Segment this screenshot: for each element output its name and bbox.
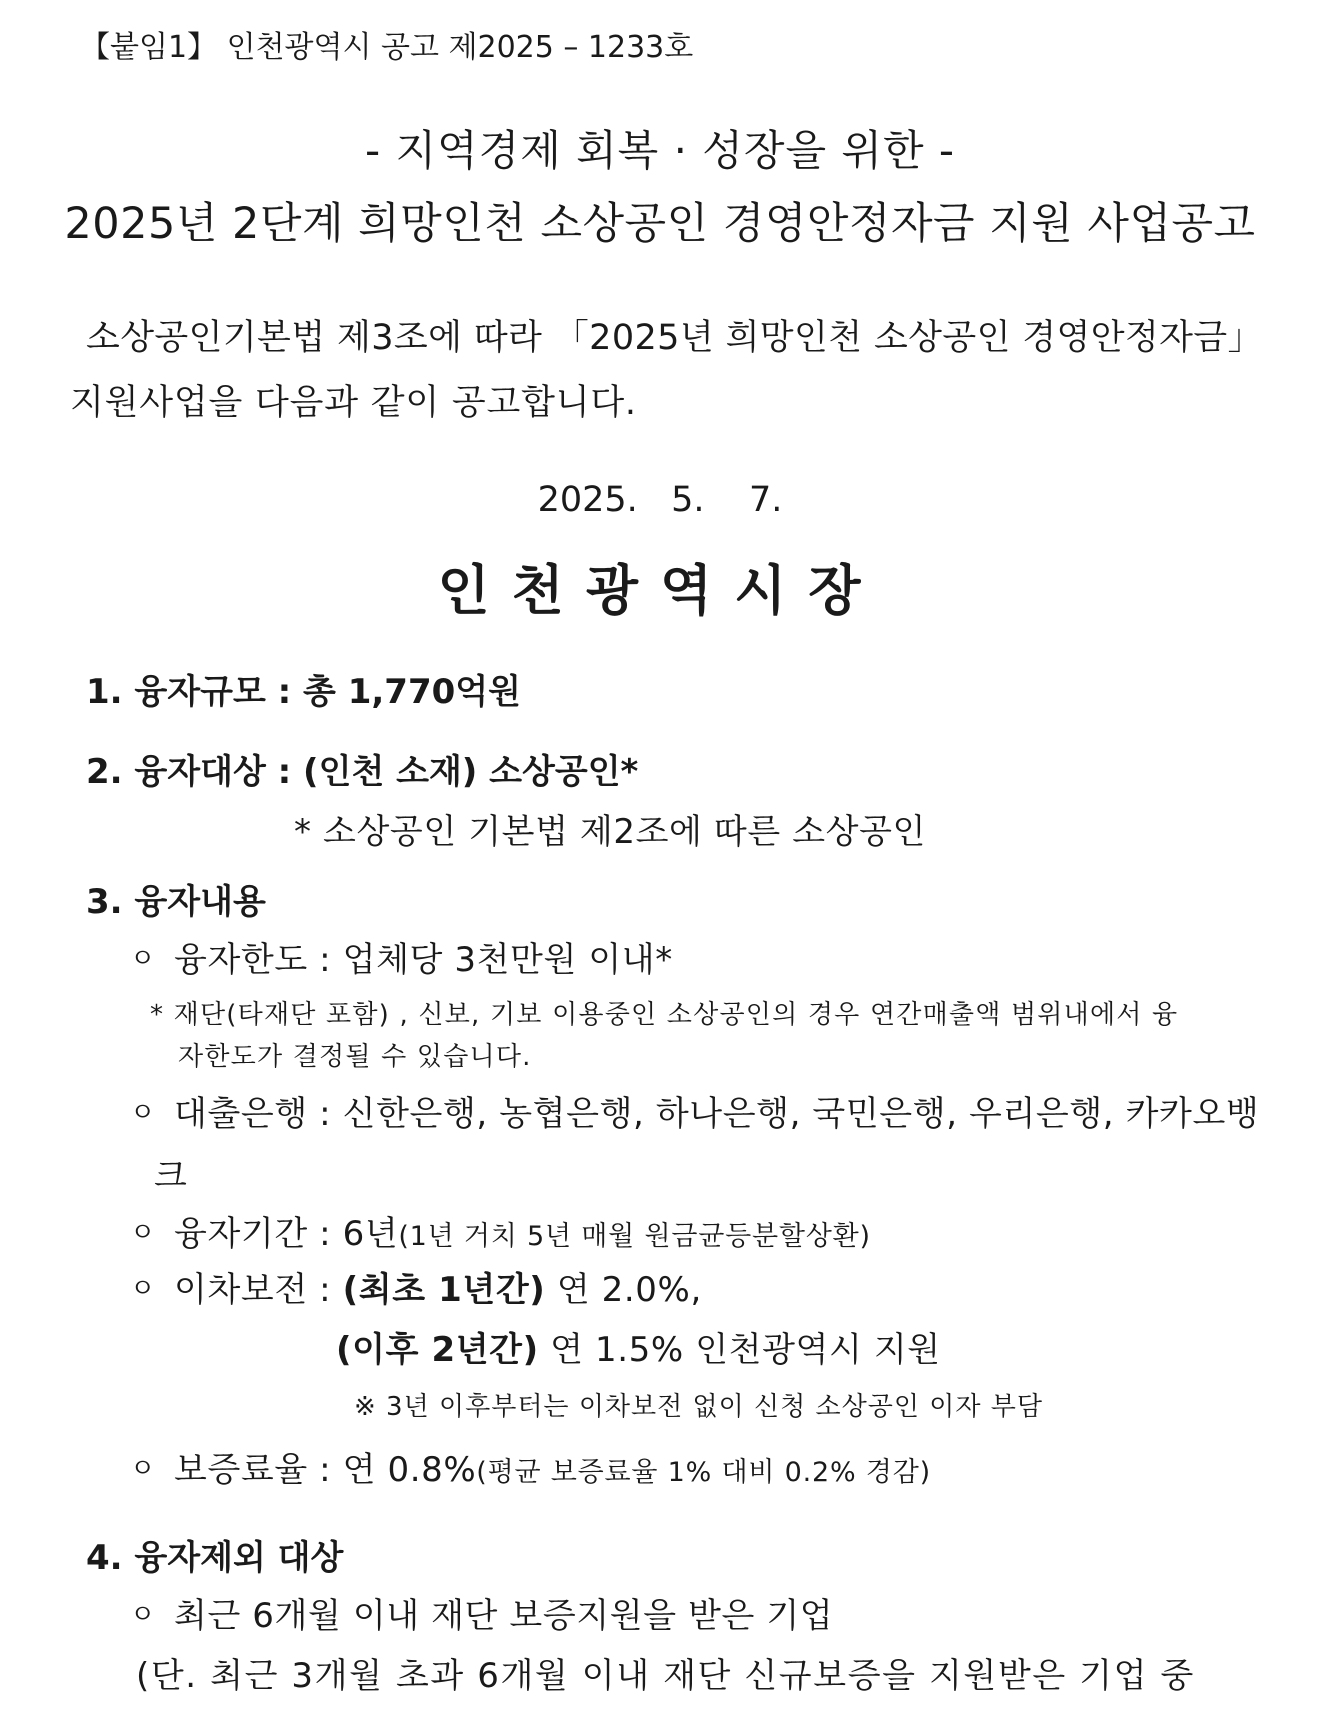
bullet-icon: ㅇ	[130, 944, 156, 974]
bullet-icon: ㅇ	[130, 1600, 156, 1630]
exclusion-continuation: (단. 최근 3개월 초과 6개월 이내 재단 신규보증을 지원받은 기업 중	[136, 1656, 1195, 1696]
interest-first-rate: 연 2.0%,	[545, 1270, 702, 1310]
loan-limit-note-line-2: 자한도가 결정될 수 있습니다.	[178, 1042, 532, 1072]
interest-after-period: (이후 2년간)	[336, 1330, 539, 1370]
bullet-icon: ㅇ	[130, 1098, 156, 1128]
section-exclusions: 4. 융자제외 대상	[86, 1538, 344, 1578]
intro-line-2: 지원사업을 다음과 같이 공고합니다.	[70, 383, 637, 423]
exclusion-item	[130, 1588, 833, 1637]
section-loan-scale: 1. 융자규모 : 총 1,770억원	[86, 672, 521, 712]
bullet-icon: ㅇ	[130, 1454, 156, 1484]
loan-period-detail: (1년 거치 5년 매월 원금균등분할상환)	[398, 1221, 871, 1252]
section-loan-content: 3. 융자내용	[86, 882, 266, 922]
loan-target-note: * 소상공인 기본법 제2조에 따른 소상공인	[294, 812, 926, 852]
lending-banks-item	[130, 1086, 1259, 1135]
guarantee-fee-label: 보증료율 : 연 0.8%	[174, 1450, 477, 1490]
issuer-name: 인천광역시장	[437, 559, 883, 622]
section-loan-target: 2. 융자대상 : (인천 소재) 소상공인*	[86, 752, 639, 792]
interest-subsidy-note: ※ 3년 이후부터는 이차보전 없이 신청 소상공인 이자 부담	[354, 1392, 1043, 1422]
loan-period-item	[130, 1206, 871, 1255]
interest-subsidy-item	[130, 1262, 702, 1311]
loan-limit-text: 융자한도 : 업체당 3천만원 이내*	[174, 940, 673, 980]
announcement-subtitle: - 지역경제 회복 · 성장을 위한 -	[364, 126, 956, 175]
announcement-date: 2025. 5. 7.	[537, 480, 783, 520]
loan-period-label: 융자기간 : 6년	[174, 1214, 399, 1254]
lending-banks-text: 대출은행 : 신한은행, 농협은행, 하나은행, 국민은행, 우리은행, 카카오뱅	[174, 1094, 1260, 1134]
loan-limit-note-line-1: * 재단(타재단 포함) , 신보, 기보 이용중인 소상공인의 경우 연간매출액 범위내에서 융	[150, 1000, 1179, 1030]
guarantee-fee-detail: (평균 보증료율 1% 대비 0.2% 경감)	[476, 1457, 931, 1488]
interest-first-period: (최초 1년간)	[342, 1270, 546, 1310]
announcement-reference: 【붙임1】 인천광역시 공고 제2025 – 1233호	[80, 30, 694, 65]
bullet-icon: ㅇ	[130, 1218, 156, 1248]
bullet-icon: ㅇ	[130, 1274, 156, 1304]
interest-after-rate: 연 1.5% 인천광역시 지원	[538, 1330, 941, 1370]
announcement-title: 2025년 2단계 희망인천 소상공인 경영안정자금 지원 사업공고	[64, 199, 1256, 249]
interest-subsidy-label: 이차보전 :	[174, 1270, 343, 1310]
guarantee-fee-item	[130, 1442, 931, 1491]
lending-banks-wrap: 크	[154, 1156, 187, 1196]
loan-limit-item	[130, 932, 673, 981]
interest-subsidy-second-line	[336, 1322, 941, 1371]
intro-line-1: 소상공인기본법 제3조에 따라 「2025년 희망인천 소상공인 경영안정자금」	[86, 318, 1263, 358]
exclusion-text: 최근 6개월 이내 재단 보증지원을 받은 기업	[174, 1596, 834, 1636]
